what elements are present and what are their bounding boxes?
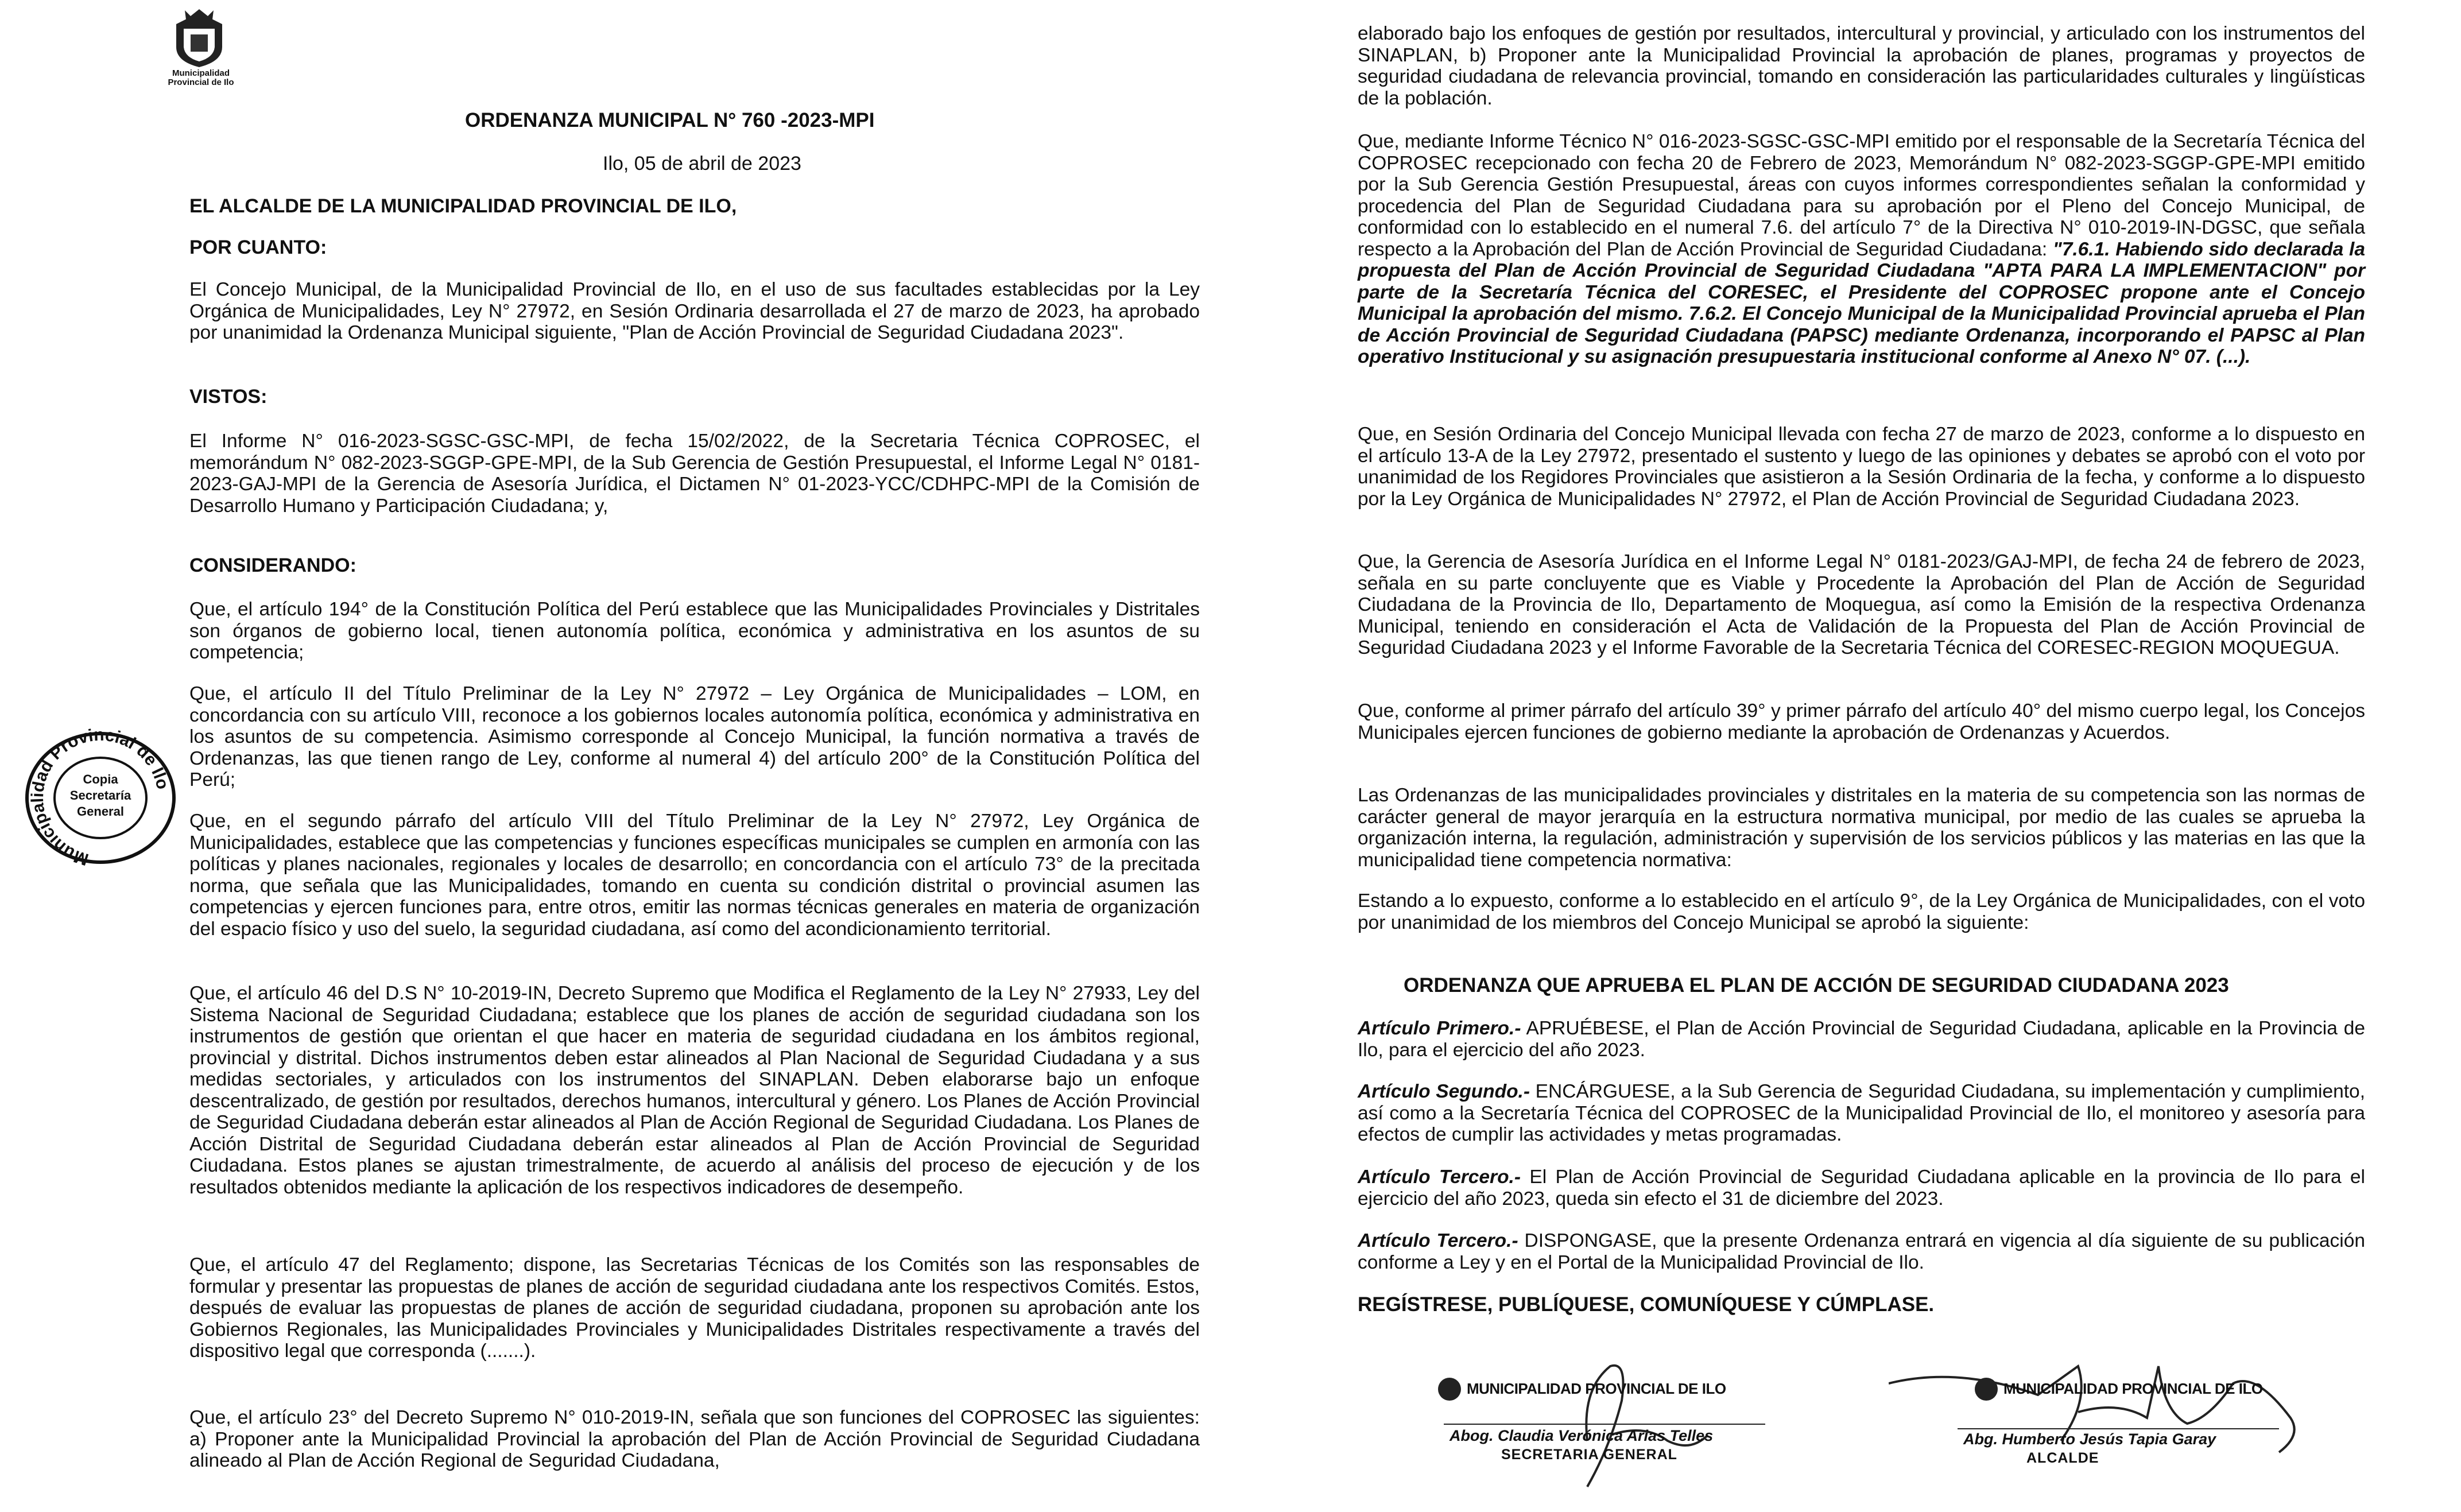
signature-name-left: Abog. Claudia Verónica Arias Telles — [1450, 1427, 1714, 1444]
stamp-center-1: Copia — [83, 772, 118, 786]
vistos-heading: VISTOS: — [189, 386, 268, 408]
signature-org-left: MUNICIPALIDAD PROVINCIAL DE ILO — [1467, 1380, 1726, 1397]
org-mini-emblem-icon — [1438, 1378, 1461, 1401]
intro-paragraph: El Concejo Municipal, de la Municipalidad Provincial de Ilo, en el uso de sus facultades establecidas por la Ley Orgánica de Municipalidades, Ley N° 27972, en Sesión Ordinaria desarrollada el 27 de marzo de 2023, ha aprobado por unanimidad la Ordenanza Municipal siguiente, "Plan de Acción Provincial de Seguridad Ciudadana 2023". — [189, 279, 1200, 343]
right-paragraph-2 — [1358, 131, 2365, 368]
handwritten-signature-alcalde — [1889, 1332, 2336, 1504]
signature-name-right: Abg. Humberto Jesús Tapia Garay — [1963, 1430, 2216, 1448]
considerando-paragraph-2: Que, el artículo II del Título Preliminar de la Ley N° 27972 – Ley Orgánica de Municipalidades – LOM, en concordancia con su artículo VIII, reconoce a los gobiernos locales autonomía política, económica y administrativa en los asuntos de su competencia. Asimismo corresponde al Concejo Municipal, la función normativa a través de Ordenanzas, las que tienen rango de Ley, conforme al numeral 4) del artículo 200° de la Constitución Política del Perú; — [189, 683, 1200, 790]
right-paragraph-7: Estando a lo expuesto, conforme a lo establecido en el artículo 9°, de la Ley Orgánica de Municipalidades, con el voto por unanimidad de los miembros del Concejo Municipal se aprobó la siguiente: — [1358, 890, 2365, 933]
article-2-text: ENCÁRGUESE, a la Sub Gerencia de Seguridad Ciudadana, su implementación y cumplimiento, así como a la Secretaría Técnica del COPROSEC de la Municipalidad Provincial de Ilo, el monitoreo y asesoría para efectos de cumplir las actividades y metas programadas. — [1358, 1081, 2366, 1145]
article-4-text: DISPONGASE, que la presente Ordenanza entrará en vigencia al día siguiente de su publicación conforme a Ley y en el Portal de la Municipalidad Provincial de Ilo. — [1358, 1230, 2365, 1273]
stamp-center-2: Secretaría — [69, 788, 131, 802]
article-4 — [1358, 1230, 2365, 1273]
article-2 — [1358, 1081, 2365, 1146]
article-4-label: Artículo Tercero.- — [1358, 1230, 1518, 1251]
emblem-caption-line1: Municipalidad — [172, 68, 230, 78]
vistos-paragraph: El Informe N° 016-2023-SGSC-GSC-MPI, de fecha 15/02/2022, de la Secretaria Técnica COPROSEC, el memorándum N° 082-2023-SGGP-GPE-MPI, de la Sub Gerencia de Gestión Presupuestal, el Informe Legal N° 0181-2023-GAJ-MPI de la Gerencia de Asesoría Jurídica, el Dictamen N° 01-2023-YCC/CDHPC-MPI de la Comisión de Desarrollo Humano y Participación Ciudadana; y, — [189, 431, 1200, 517]
considerando-paragraph-1: Que, el artículo 194° de la Constitución Política del Perú establece que las Municipalidades Provinciales y Distritales son órganos de gobierno local, tienen autonomía política, económica y administrativa en los asuntos de su competencia; — [189, 599, 1200, 663]
signature-block-secretaria — [1438, 1355, 1794, 1504]
secretaria-general-stamp — [17, 726, 184, 870]
municipal-emblem-icon — [168, 7, 231, 70]
article-3-label: Artículo Tercero.- — [1358, 1166, 1521, 1188]
right-paragraph-6: Las Ordenanzas de las municipalidades provinciales y distritales en la materia de su competencia son las normas de carácter general de mayor jerarquía en la estructura normativa municipal, por medio de las cuales se aprueba la organización interna, la regulación, administración y supervisión de los servicios públicos y las materias en las que la municipalidad tiene competencia normativa: — [1358, 785, 2365, 871]
signature-line-right — [1958, 1428, 2279, 1429]
article-3 — [1358, 1166, 2365, 1209]
considerando-paragraph-6: Que, el artículo 23° del Decreto Supremo N° 010-2019-IN, señala que son funciones del COPROSEC las siguientes: a) Proponer ante la Municipalidad Provincial la aprobación del Plan de Acción Provincial de Seguridad Ciudadana alineado al Plan de Acción Regional de Seguridad Ciudadana, — [189, 1407, 1200, 1471]
considerando-paragraph-3: Que, en el segundo párrafo del artículo VIII del Título Preliminar de la Ley N° 27972, Ley Orgánica de Municipalidades, establece que las competencias y funciones específicas municipales se cumplen en armonía con las políticas y planes nacionales, regionales y locales de desarrollo; en concordancia con el artículo 73° de la precitada norma, que señala que las Municipalidades, tomando en cuenta su condición distrital o provincial asumen las competencias y ejercen funciones para, entre otros, emitir las normas técnicas generales en materia de organización del espacio físico y uso del suelo, la seguridad ciudadana, así como del acondicionamiento territorial. — [189, 811, 1200, 940]
article-1-text: APRUÉBESE, el Plan de Acción Provincial de Seguridad Ciudadana, aplicable en la Provincia de Ilo, para el ejercicio del año 2023. — [1358, 1018, 2365, 1061]
emblem-caption-line2: Provincial de Ilo — [168, 77, 234, 87]
article-1-label: Artículo Primero.- — [1358, 1018, 1521, 1039]
emblem-caption — [161, 69, 241, 87]
right-paragraph-2-plain: Que, mediante Informe Técnico N° 016-2023-SGSC-GSC-MPI emitido por el responsable de la Secretaría Técnica del COPROSEC recepcionado con fecha 20 de Febrero de 2023, Memorándum N° 082-2023-SGGP-GPE-MPI emitido por la Sub Gerencia Gestión Presupuestal, áreas con cuyos informes correspondientes señalan la conformidad y procedencia del Plan de Seguridad Ciudadana para su aprobación por el Pleno del Concejo Municipal, de conformidad con lo establecido en el numeral 7.6. del artículo 7° de la Directiva N° 010-2019-IN-DGSC, que señala respecto a la Aprobación del Plan de Acción Provincial de Seguridad Ciudadana: — [1358, 131, 2366, 260]
article-2-label: Artículo Segundo.- — [1358, 1081, 1530, 1102]
right-paragraph-1: elaborado bajo los enfoques de gestión por resultados, intercultural y provincial, y articulado con los instrumentos del SINAPLAN, b) Proponer ante la Municipalidad Provincial la aprobación de planes, programas y proyectos de seguridad ciudadana de relevancia provincial, tomando en consideración las particularidades culturales y lingüísticas de la población. — [1358, 23, 2365, 109]
signature-role-left: SECRETARIA GENERAL — [1501, 1447, 1677, 1463]
right-paragraph-3: Que, en Sesión Ordinaria del Concejo Municipal llevada con fecha 27 de marzo de 2023, conforme a lo dispuesto en el artículo 13-A de la Ley 27972, presentado el sustento y luego de las opiniones y debates se aprobó con el voto por unanimidad de los Regidores Provinciales que asistieron a la Sesión Ordinaria de la fecha, y conforme a lo dispuesto por la Ley Orgánica de Municipalidades N° 27972, el Plan de Acción Provincial de Seguridad Ciudadana 2023. — [1358, 424, 2365, 510]
right-paragraph-4: Que, la Gerencia de Asesoría Jurídica en el Informe Legal N° 0181-2023/GAJ-MPI, de fecha 24 de febrero de 2023, señala en su parte concluyente que es Viable y Procedente la Aprobación del Plan de Acción de Seguridad Ciudadana de la Provincia de Ilo, Departamento de Moquegua, así como la Emisión de la respectiva Ordenanza Municipal, teniendo en consideración el Acta de Validación de la Propuesta del Plan de Acción Provincial de Seguridad Ciudadana 2023 y el Informe Favorable de la Secretaria Técnica del CORESEC-REGION MOQUEGUA. — [1358, 551, 2365, 658]
stamp-center-3: General — [77, 804, 124, 819]
mayor-line: EL ALCALDE DE LA MUNICIPALIDAD PROVINCIAL DE ILO, — [189, 195, 737, 217]
signature-org-right: MUNICIPALIDAD PROVINCIAL DE ILO — [2003, 1380, 2263, 1397]
article-1 — [1358, 1018, 2365, 1061]
ordinance-date: Ilo, 05 de abril de 2023 — [603, 153, 801, 175]
stamp-ring-text: Municipalidad Provincial de Ilo — [28, 726, 172, 869]
considerando-heading: CONSIDERANDO: — [189, 555, 356, 576]
right-paragraph-5: Que, conforme al primer párrafo del artículo 39° y primer párrafo del artículo 40° del mismo cuerpo legal, los Concejos Municipales ejercen funciones de gobierno mediante la aprobación de Ordenanzas y Acuerdos. — [1358, 700, 2365, 743]
por-cuanto-heading: POR CUANTO: — [189, 237, 327, 258]
ordinance-title: ORDENANZA MUNICIPAL N° 760 -2023-MPI — [465, 109, 875, 131]
closing-formula: REGÍSTRESE, PUBLÍQUESE, COMUNÍQUESE Y CÚMPLASE. — [1358, 1293, 1935, 1316]
considerando-paragraph-5: Que, el artículo 47 del Reglamento; dispone, las Secretarias Técnicas de los Comités son las responsables de formular y presentar las propuestas de planes de acción de seguridad ciudadana ante los respectivos Comités. Estos, después de evaluar las propuestas de planes de acción de seguridad ciudadana, proponen su aprobación ante los Gobiernos Regionales, las Municipalidades Provinciales y Municipalidades Distritales respectivamente a través del dispositivo legal que corresponda (.......). — [189, 1254, 1200, 1362]
considerando-paragraph-4: Que, el artículo 46 del D.S N° 10-2019-IN, Decreto Supremo que Modifica el Reglamento de la Ley N° 27933, Ley del Sistema Nacional de Seguridad Ciudadana; establece que los planes de acción de seguridad ciudadana son los instrumentos de gestión que orientan el que hacer en materia de seguridad ciudadana en los ámbitos regional, provincial y distrital. Dichos instrumentos deben estar alineados al Plan Nacional de Seguridad Ciudadana y a sus medidas sectoriales, y articulados con los instrumentos del SINAPLAN. Deben elaborarse bajo un enfoque descentralizado, de gestión por resultados, derechos humanos, intercultural y género. Los Planes de Acción Provincial de Seguridad Ciudadana deberán estar alineados al Plan de Acción Regional de Seguridad Ciudadana. Los Planes de Acción Distrital de Seguridad Ciudadana deberán estar alineados al Plan de Acción Provincial de Seguridad Ciudadana. Estos planes se ajustan trimestralmente, de acuerdo al análisis del proceso de ejecución y de los resultados obtenidos mediante la aplicación de los respectivos indicadores de desempeño. — [189, 983, 1200, 1198]
article-3-text: El Plan de Acción Provincial de Seguridad Ciudadana aplicable en la provincia de Ilo para el ejercicio del año 2023, queda sin efecto el 31 de diciembre del 2023. — [1358, 1166, 2365, 1209]
signature-role-right: ALCALDE — [2026, 1450, 2099, 1466]
signature-block-alcalde — [1889, 1332, 2336, 1504]
right-paragraph-2-quote: "7.6.1. Habiendo sido declarada la propuesta del Plan de Acción Provincial de Seguridad Ciudadana "APTA PARA LA IMPLEMENTACION" por parte de la Secretaría Técnica del CORESEC, el Presidente del COPROSEC propone ante el Concejo Municipal la aprobación del mismo. 7.6.2. El Concejo Municipal de la Municipalidad Provincial aprueba el Plan de Acción Provincial de Seguridad Ciudadana (PAPSC) mediante Ordenanza, incorporando el PAPSC al Plan operativo Institucional y su asignación presupuestaria institucional conforme al Anexo N° 07. (...). — [1358, 238, 2365, 367]
ordinance-heading: ORDENANZA QUE APRUEBA EL PLAN DE ACCIÓN DE SEGURIDAD CIUDADANA 2023 — [1404, 974, 2229, 997]
signature-line-left — [1444, 1424, 1765, 1425]
org-mini-emblem-icon — [1975, 1378, 1998, 1401]
